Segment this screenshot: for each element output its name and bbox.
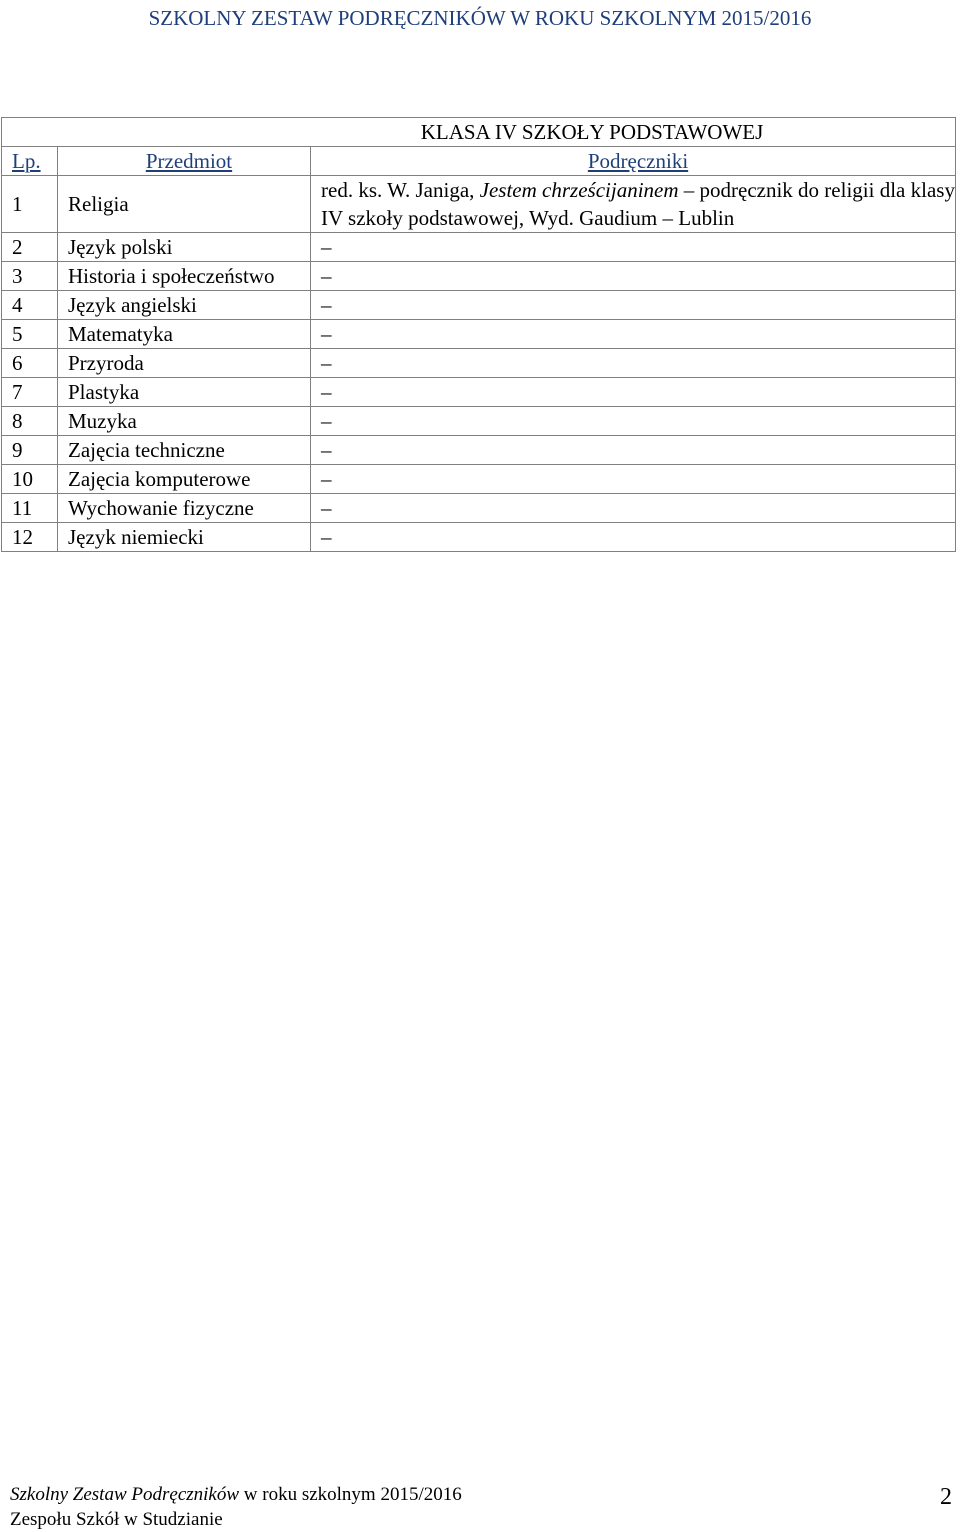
row-books: – [311,233,956,262]
row-subject: Język niemiecki [58,523,311,552]
row-lp: 10 [2,465,58,494]
column-header-subject: Przedmiot [58,147,311,176]
table-row [2,378,956,407]
row-lp: 6 [2,349,58,378]
footer-title: Szkolny Zestaw Podręczników [10,1484,240,1505]
page-number: 2 [940,1484,952,1510]
row-books [311,176,956,233]
row-books: – [311,465,956,494]
row-subject: Matematyka [58,320,311,349]
row-books: – [311,262,956,291]
row-books: – [311,291,956,320]
page-footer [10,1482,462,1532]
table-row [2,349,956,378]
row-lp: 9 [2,436,58,465]
table-row [2,262,956,291]
column-header-books: Podręczniki [311,147,956,176]
books-title: Jestem chrześcijaninem [479,178,679,202]
row-subject: Zajęcia komputerowe [58,465,311,494]
class-title-text: KLASA IV SZKOŁY PODSTAWOWEJ [420,120,764,144]
row-subject: Zajęcia techniczne [58,436,311,465]
row-lp: 4 [2,291,58,320]
row-lp: 8 [2,407,58,436]
footer-line-2: Zespołu Szkół w Studzianie [10,1509,223,1530]
row-lp: 1 [2,176,58,233]
table-row [2,465,956,494]
row-lp: 7 [2,378,58,407]
row-subject: Przyroda [58,349,311,378]
row-subject: Wychowanie fizyczne [58,494,311,523]
footer-year: w roku szkolnym 2015/2016 [239,1484,462,1505]
row-subject: Muzyka [58,407,311,436]
row-books: – [311,436,956,465]
row-lp: 11 [2,494,58,523]
row-lp: 2 [2,233,58,262]
books-suffix: – podręcznik do religii dla klasy IV szkoły podstawowej, Wyd. Gaudium – Lublin [321,178,955,230]
row-subject: Religia [58,176,311,233]
class-title [2,118,956,147]
class-title-row [2,118,956,147]
table-row [2,176,956,233]
row-books: – [311,407,956,436]
row-books: – [311,494,956,523]
row-lp: 5 [2,320,58,349]
row-books: – [311,349,956,378]
table-row [2,436,956,465]
row-subject: Plastyka [58,378,311,407]
row-books: – [311,523,956,552]
page-title: SZKOLNY ZESTAW PODRĘCZNIKÓW W ROKU SZKOLNYM 2015/2016 [148,6,812,30]
textbook-table [1,117,956,552]
row-books: – [311,320,956,349]
footer-line-1 [10,1482,462,1507]
table-row [2,407,956,436]
table-row [2,291,956,320]
row-lp: 12 [2,523,58,552]
table-row [2,320,956,349]
row-subject: Język angielski [58,291,311,320]
table-row [2,233,956,262]
column-header-lp: Lp. [2,147,58,176]
row-lp: 3 [2,262,58,291]
row-books: – [311,378,956,407]
row-subject: Język polski [58,233,311,262]
table-row [2,494,956,523]
column-header-row [2,147,956,176]
table-row [2,523,956,552]
books-prefix: red. ks. W. Janiga, [321,178,480,202]
row-subject: Historia i społeczeństwo [58,262,311,291]
